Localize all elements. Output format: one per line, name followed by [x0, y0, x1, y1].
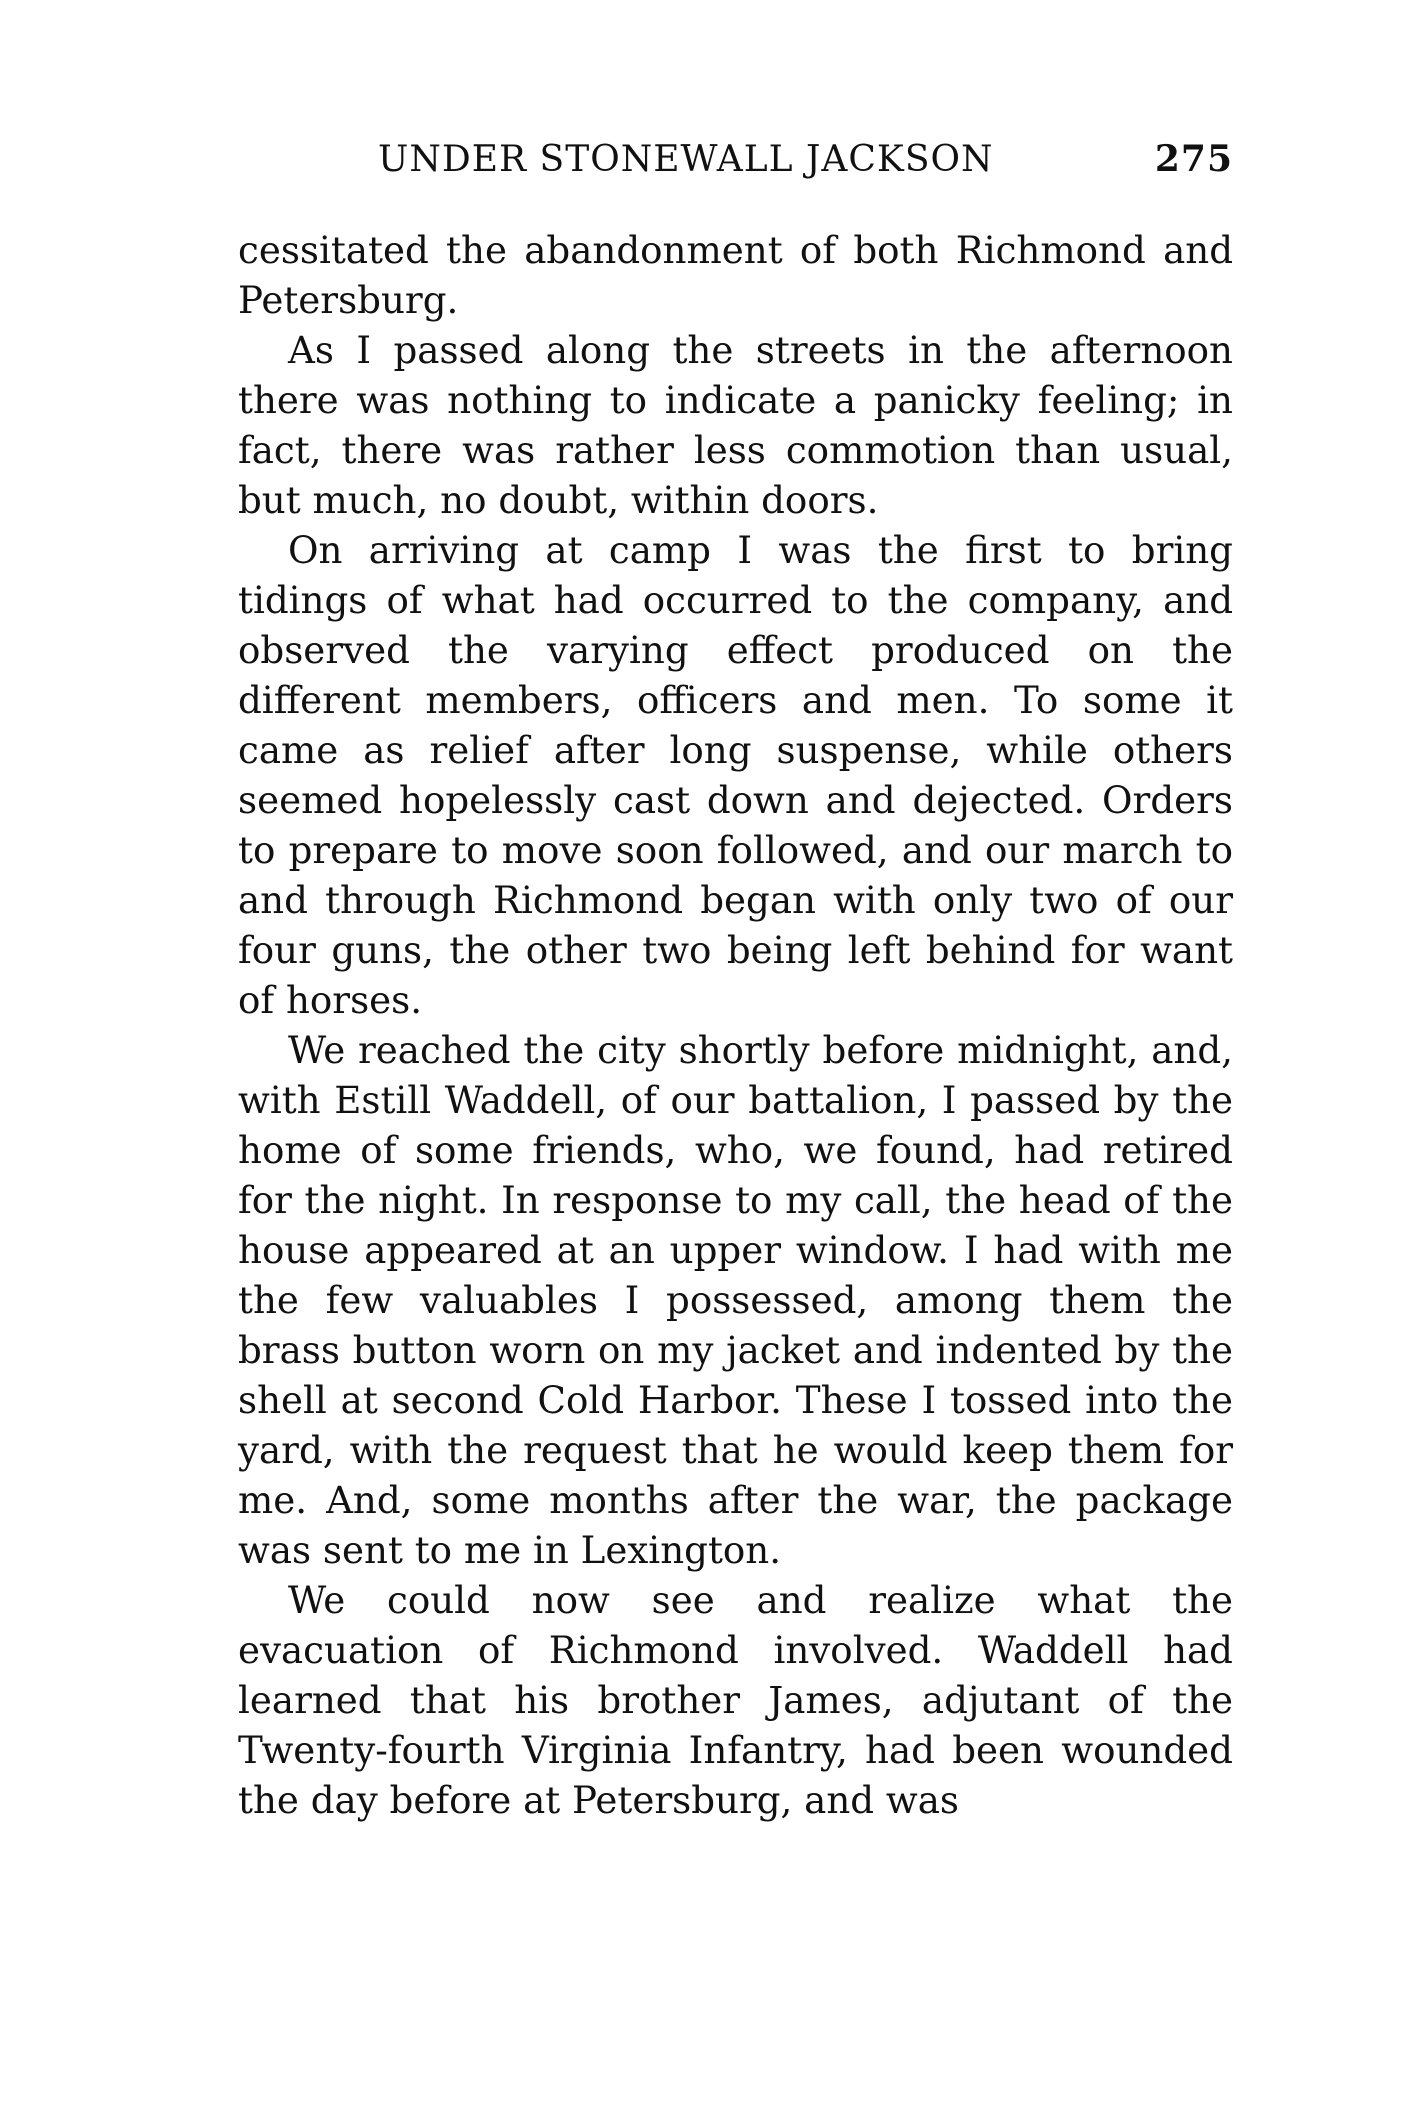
paragraph: We could now see and realize what the evacuation of Richmond involved. Waddell had learned that his brother James, adjutant of the Twenty-fourth Virginia Infantry, had been wounded the day before at Petersburg, and was	[238, 1578, 1233, 1822]
paragraph: As I passed along the streets in the afternoon there was nothing to indicate a panicky feeling; in fact, there was rather less commotion than usual, but much, no doubt, within doors.	[238, 328, 1233, 522]
paragraph: We reached the city shortly before midnight, and, with Estill Waddell, of our battalion, I passed by the home of some friends, who, we found, had retired for the night. In response to my call, the head of the house appeared at an upper window. I had with me the few valuables I possessed, among them the brass button worn on my jacket and indented by the shell at second Cold Harbor. These I tossed into the yard, with the request that he would keep them for me. And, some months after the war, the package was sent to me in Lexington.	[238, 1028, 1233, 1572]
body-text	[238, 225, 1233, 1825]
page-number: 275	[1154, 138, 1233, 180]
paragraph: On arriving at camp I was the first to bring tidings of what had occurred to the company, and observed the varying effect produced on the different members, officers and men. To some it came as relief after long suspense, while others seemed hopelessly cast down and dejected. Orders to prepare to move soon followed, and our march to and through Richmond began with only two of our four guns, the other two being left behind for want of horses.	[238, 528, 1233, 1022]
paragraph-continued: cessitated the abandonment of both Richmond and Petersburg.	[238, 228, 1233, 322]
running-title: UNDER STONEWALL JACKSON	[378, 139, 994, 180]
running-header	[238, 138, 1233, 188]
